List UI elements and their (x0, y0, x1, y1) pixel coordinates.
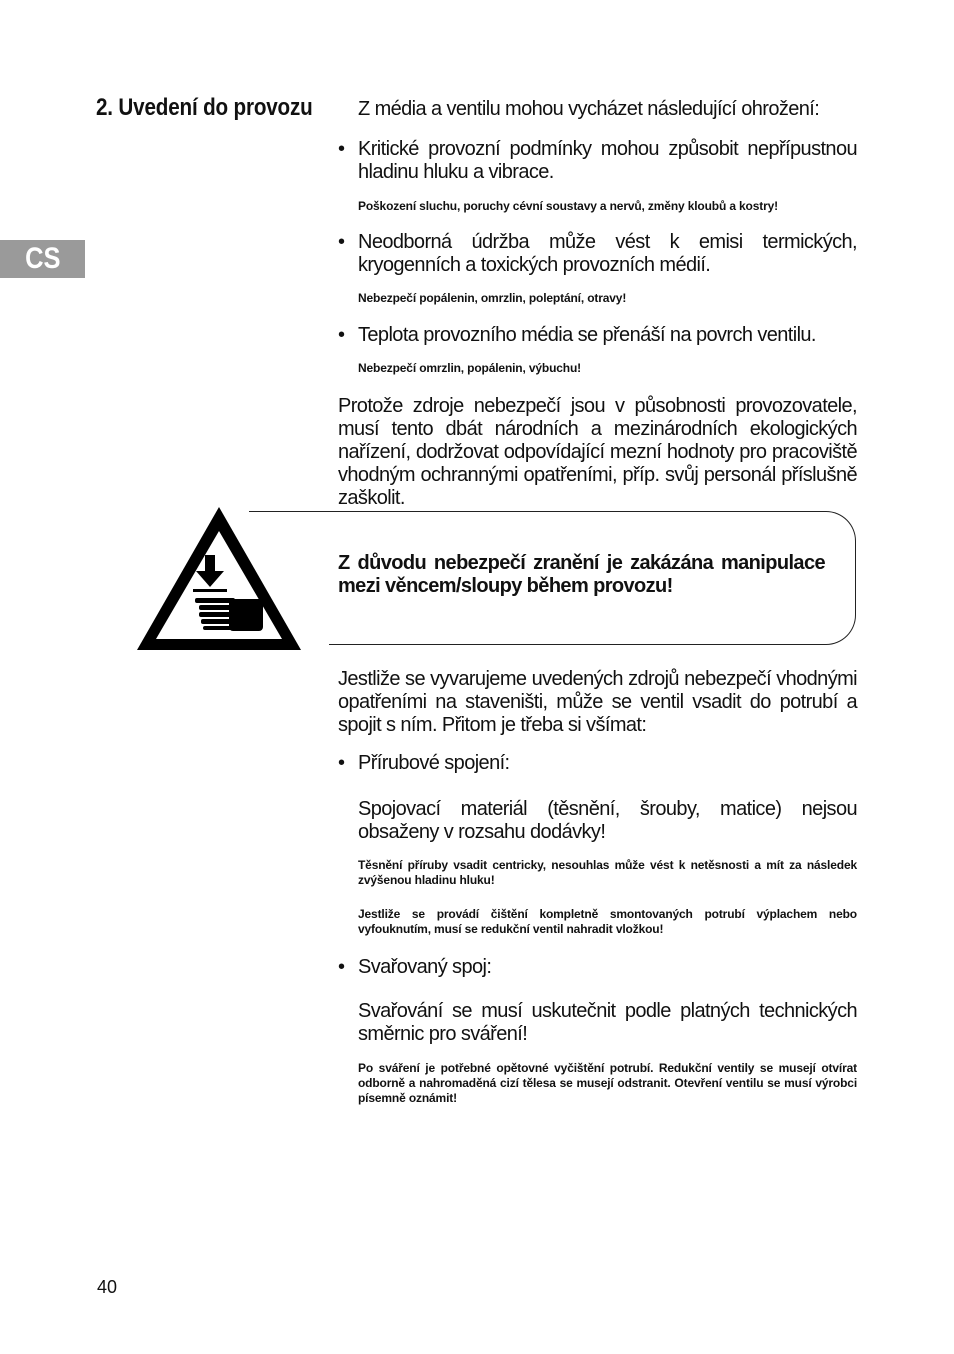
hazard-text: Kritické provozní podmínky mohou způsobit nepřípustnou hladinu hluku a vibrace. (358, 138, 857, 183)
connection-note: Těsnění příruby vsadit centricky, nesouhlas může vést k netěsnosti a mít za následek zvýšenou hladinu hluku! (358, 858, 857, 887)
page-number: 40 (97, 1277, 118, 1297)
connection-heading: Svařovaný spoj: (358, 956, 492, 978)
connection-note: Jestliže se provádí čištění kompletně smontovaných potrubí výplachem nebo vyfouknutím, musí se redukční ventil nahradit vložkou! (358, 907, 857, 936)
connection-text: Svařování se musí uskutečnit podle platných technických směrnic pro sváření! (358, 1000, 857, 1045)
hazard-note: Poškození sluchu, poruchy cévní soustavy a nervů, změny kloubů a kostry! (358, 199, 778, 213)
hazard-text: Teplota provozního média se přenáší na povrch ventilu. (358, 324, 816, 346)
connection-bullet: • (338, 956, 346, 978)
connection-bullet: • (338, 752, 346, 774)
hazard-bullet: • (338, 324, 346, 346)
hazard-note: Nebezpečí popálenin, omrzlin, poleptání, otravy! (358, 291, 627, 305)
connection-note: Po sváření je potřebné opětovné vyčištění potrubí. Redukční ventily se musejí otvírat odborně a nahromaděná cizí tělesa se musejí odstranit. Otevření ventilu se musí výrobci písemně oznámit! (358, 1061, 857, 1105)
hazard-note: Nebezpečí omrzlin, popálenin, výbuchu! (358, 361, 581, 375)
hazard-bullet: • (338, 138, 346, 160)
intro-text: Z média a ventilu mohou vycházet následující ohrožení: (358, 98, 820, 120)
language-tab: CS (0, 240, 85, 278)
hand-crush-warning-icon (133, 503, 305, 655)
install-paragraph: Jestliže se vyvarujeme uvedených zdrojů nebezpečí vhodnými opatřeními na staveništi, může se ventil vsadit do potrubí a spojit s ním. Přitom je třeba si všímat: (338, 668, 857, 736)
connection-heading: Přírubové spojení: (358, 752, 510, 774)
section-title: 2. Uvedení do provozu (96, 94, 313, 121)
responsibility-paragraph: Protože zdroje nebezpečí jsou v působnosti provozovatele, musí tento dbát národních a mezinárodních ekologických nařízení, dodržovat odpovídající mezní hodnoty pro pracoviště vhodným ochrannými opatřeními, příp. svůj personál příslušně zaškolit. (338, 395, 857, 509)
connection-text: Spojovací materiál (těsnění, šrouby, matice) nejsou obsaženy v rozsahu dodávky! (358, 798, 857, 843)
warning-text: Z důvodu nebezpečí zranění je zakázána manipulace mezi věncem/sloupy během provozu! (338, 552, 825, 597)
hazard-text: Neodborná údržba může vést k emisi termických, kryogenních a toxických provozních médií. (358, 231, 857, 276)
hazard-bullet: • (338, 231, 346, 253)
